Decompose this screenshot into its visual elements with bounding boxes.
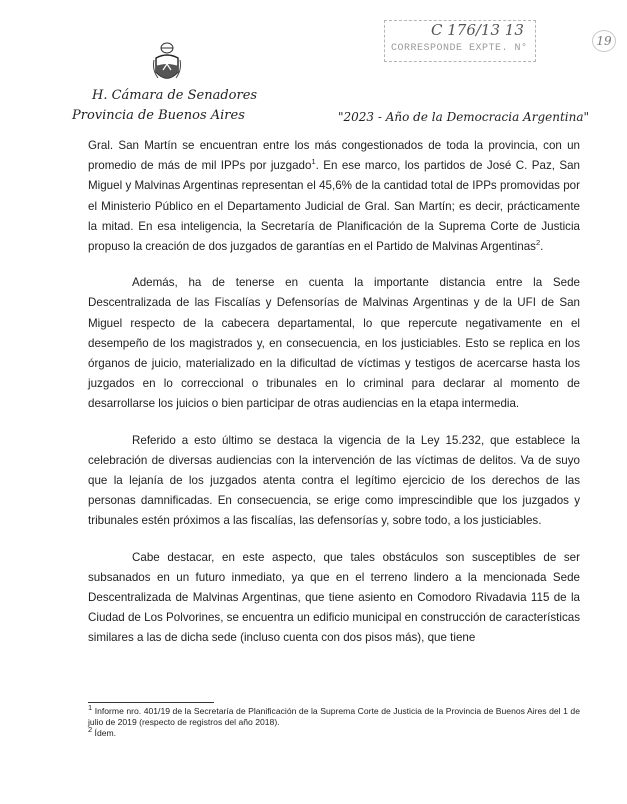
institution-name: H. Cámara de Senadores [92, 88, 258, 103]
footnote-1: $^1$ Informe nro. 401/19 de la Secretaría de Planificación de la Suprema Corte de Justicia de la Provincia de Buenos Aires del 1 de julio de 2019 (respecto de registros del año 2018). [88, 703, 580, 727]
document-body [88, 136, 580, 665]
footnote-divider [88, 702, 214, 703]
footnote-ref: 2 [535, 238, 541, 248]
paragraph: Cabe destacar, en este aspecto, que tales obstáculos son susceptibles de ser subsanados en un futuro inmediato, ya que en el terreno lindero a la mencionada Sede Descentralizada de Malvinas Argentinas, que tiene asiento en Comodoro Rivadavia 115 de la Ciudad de Los Polvorines, se encuentra un edificio municipal en construcción de características similares a las de dicha sede (incluso cuenta con dos pisos más), que tiene [88, 550, 580, 645]
footnotes [88, 703, 580, 739]
provincial-seal-icon [150, 40, 184, 86]
file-stamp [384, 20, 536, 62]
paragraph: Además, ha de tenerse en cuenta la importante distancia entre la Sede Descentralizada de las Fiscalías y Defensorías de Malvinas Argentinas y de la UFI de San Miguel respecto de la cabecera departamental, lo que repercute negativamente en el desempeño de los magistrados y, en consecuencia, en los justiciables. Esto se replica en los órganos de juicio, materializado en la dificultad de víctimas y testigos de acercarse hasta los juzgados en lo correccional o tribunales en lo criminal para declarar al momento de desarrollarse los juicios o bien participar de otras audiencias en la etapa intermedia. [88, 276, 580, 411]
footnote-ref: 1 [311, 157, 316, 167]
institution-province: Provincia de Buenos Aires [72, 108, 245, 123]
paragraph: Gral. San Martín se encuentran entre los más congestionados de toda la provincia, con un promedio de más de mil IPPs por juzgado$^1$. En ese marco, los partidos de José C. Paz, San Miguel y Malvinas Argentinas representan el 45,6% de la cantidad total de IPPs promovidas por el Ministerio Público en el Departamento Judicial de Gral. San Martín; es decir, prácticamente la mitad. En esa inteligencia, la Secretaría de Planificación de la Suprema Corte de Justicia propuso la creación de dos juzgados de garantías en el Partido de Malvinas Argentinas$^2$. [88, 139, 580, 254]
paragraph: Referido a esto último se destaca la vigencia de la Ley 15.232, que establece la celebración de diversas audiencias con la intervención de las víctimas de delitos. Va de suyo que la lejanía de los juzgados atenta contra el legítimo ejercicio de los derechos de las personas damnificadas. En consecuencia, se erige como imprescindible que los juzgados y tribunales estén próximos a las fiscalías, las defensorías y, sobre todo, a los justiciables. [88, 433, 580, 528]
stamp-handwritten-number: C 176/13 13 [431, 21, 524, 39]
footnote-2: $^2$ Ídem. [88, 725, 117, 738]
stamp-text: CORRESPONDE EXPTE. N° [391, 43, 528, 54]
folio-number: 19 [592, 30, 616, 52]
year-motto: "2023 - Año de la Democracia Argentina" [338, 110, 590, 124]
